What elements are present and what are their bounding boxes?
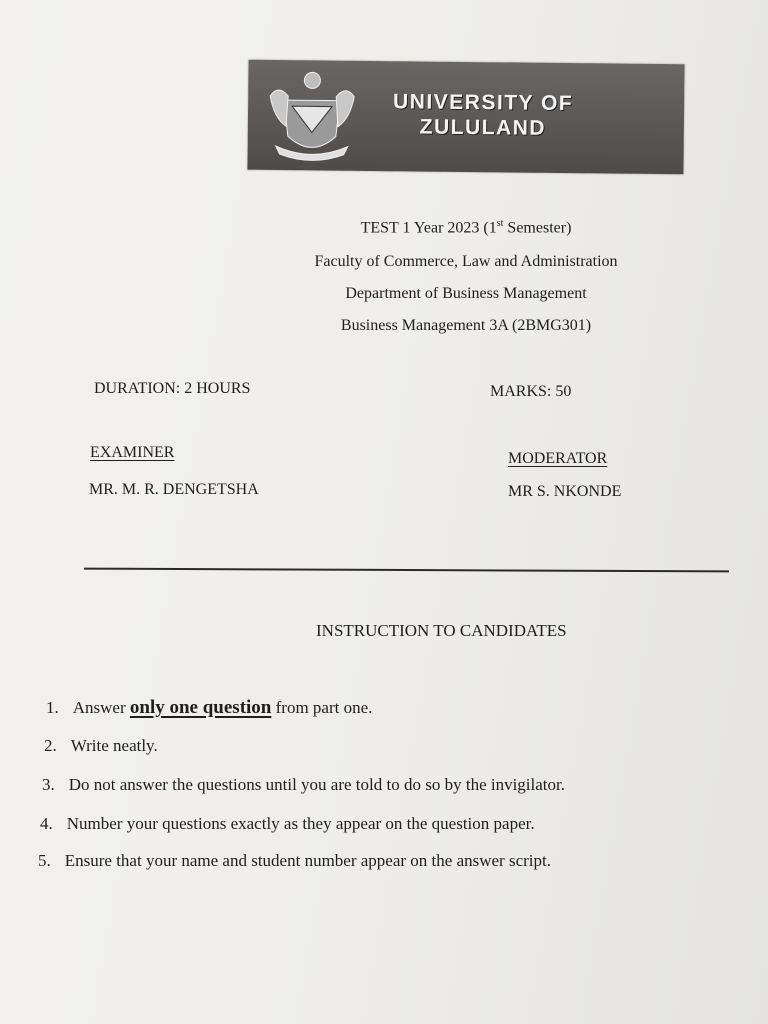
test-title-suffix: Semester) [503, 219, 572, 237]
instruction-item [38, 851, 551, 871]
examiner-name: MR. M. R. DENGETSHA [89, 481, 259, 498]
instruction-item [44, 736, 158, 756]
instructions-title: INSTRUCTION TO CANDIDATES [316, 621, 567, 640]
moderator-label: MODERATOR [508, 450, 608, 467]
instruction-item [42, 775, 565, 795]
department-name: Department of Business Management [345, 285, 587, 302]
instruction-item [46, 697, 372, 719]
university-crest-icon [261, 66, 362, 165]
university-name-line2: ZULULAND [419, 115, 547, 140]
instruction-text-suffix: from part one. [271, 698, 373, 717]
instruction-text: Answer [72, 698, 130, 717]
instruction-number: 2. [44, 736, 57, 755]
examiner-label: EXAMINER [90, 444, 175, 461]
marks-text: MARKS: 50 [490, 383, 572, 400]
moderator-name: MR S. NKONDE [508, 483, 622, 500]
test-title-sup: st [496, 218, 504, 229]
instruction-text: Ensure that your name and student number appear on the answer script. [64, 851, 551, 870]
instruction-text: Do not answer the questions until you are told to do so by the invigilator. [68, 775, 565, 794]
course-name: Business Management 3A (2BMG301) [340, 317, 592, 334]
instruction-number: 3. [42, 775, 55, 794]
instruction-text: Write neatly. [70, 736, 158, 755]
instruction-text: Number your questions exactly as they appear on the question paper. [66, 814, 535, 833]
section-divider [84, 568, 729, 573]
test-title [82, 218, 768, 237]
instruction-emphasis: only one question [129, 697, 272, 718]
instruction-item [40, 814, 535, 834]
university-banner [247, 60, 684, 175]
faculty-name: Faculty of Commerce, Law and Administration [314, 253, 618, 270]
instruction-number: 1. [46, 698, 59, 717]
instruction-number: 5. [38, 851, 51, 870]
university-name [368, 89, 599, 141]
duration-text: DURATION: 2 HOURS [94, 380, 251, 397]
university-name-line1: UNIVERSITY OF [392, 90, 574, 116]
test-title-prefix: TEST 1 Year 2023 (1 [360, 219, 497, 237]
instruction-number: 4. [40, 814, 53, 833]
